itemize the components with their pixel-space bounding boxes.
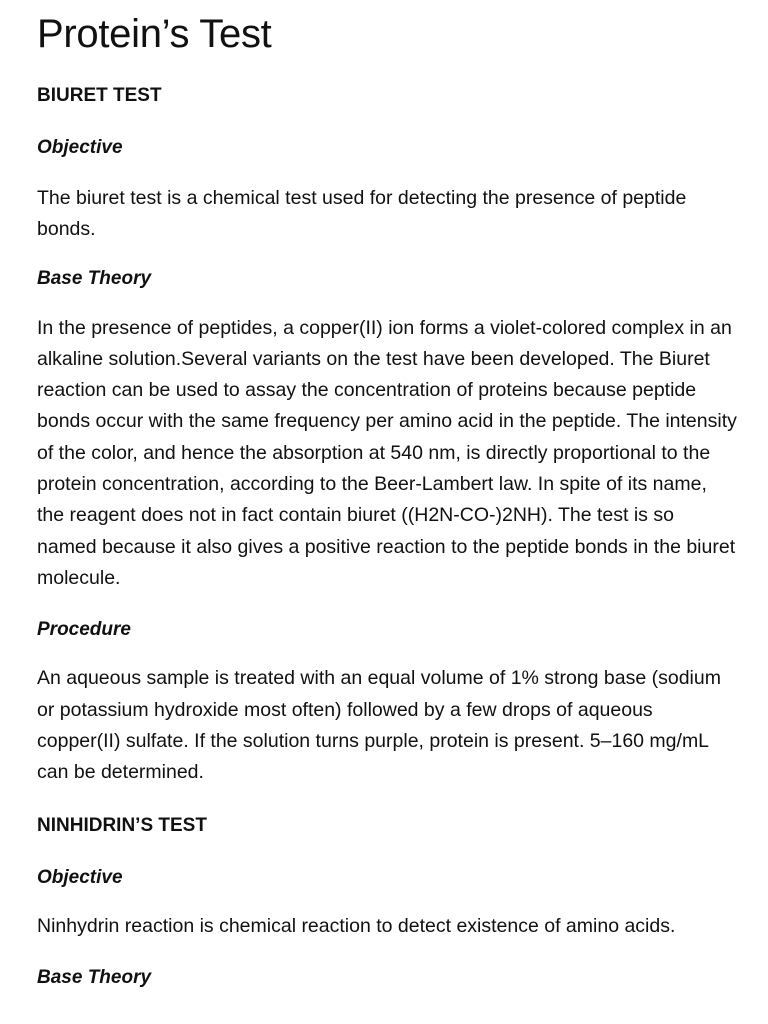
page-title: Protein’s Test [37, 12, 272, 56]
section-heading-biuret: BIURET TEST [37, 85, 162, 106]
base-theory-text-biuret: In the presence of peptides, a copper(II) ion forms a violet-colored complex in an alkaline solution.Several variants on the test have been developed. The Biuret reaction can be used to assay the concentration of proteins because peptide bonds occur with the same frequency per amino acid in the peptide. The intensity of the color, and hence the absorption at 540 nm, is directly proportional to the protein concentration, according to the Beer-Lambert law. In spite of its name, the reagent does not in fact contain biuret ((H2N-CO-)2NH). The test is so named because it also gives a positive reaction to the peptide bonds in the biuret molecule. [37, 316, 737, 589]
objective-label-biuret: Objective [37, 137, 123, 158]
document-page [37, 0, 737, 990]
objective-text-biuret: The biuret test is a chemical test used for detecting the presence of peptide bonds. [37, 187, 687, 241]
base-theory-label-ninhidrin: Base Theory [37, 966, 152, 988]
base-theory-label-biuret: Base Theory [37, 267, 152, 289]
section-heading-ninhidrin: NINHIDRIN’S TEST [37, 815, 207, 837]
procedure-text-biuret: An aqueous sample is treated with an equal volume of 1% strong base (sodium or potassium hydroxide most often) followed by a few drops of aqueous copper(II) sulfate. If the solution turns purple, protein is present. 5–160 mg/mL can be determined. [37, 667, 721, 784]
objective-text-ninhidrin: Ninhydrin reaction is chemical reaction to detect existence of amino acids. [37, 915, 676, 938]
objective-label-ninhidrin: Objective [37, 867, 123, 889]
procedure-label-biuret: Procedure [37, 619, 131, 641]
